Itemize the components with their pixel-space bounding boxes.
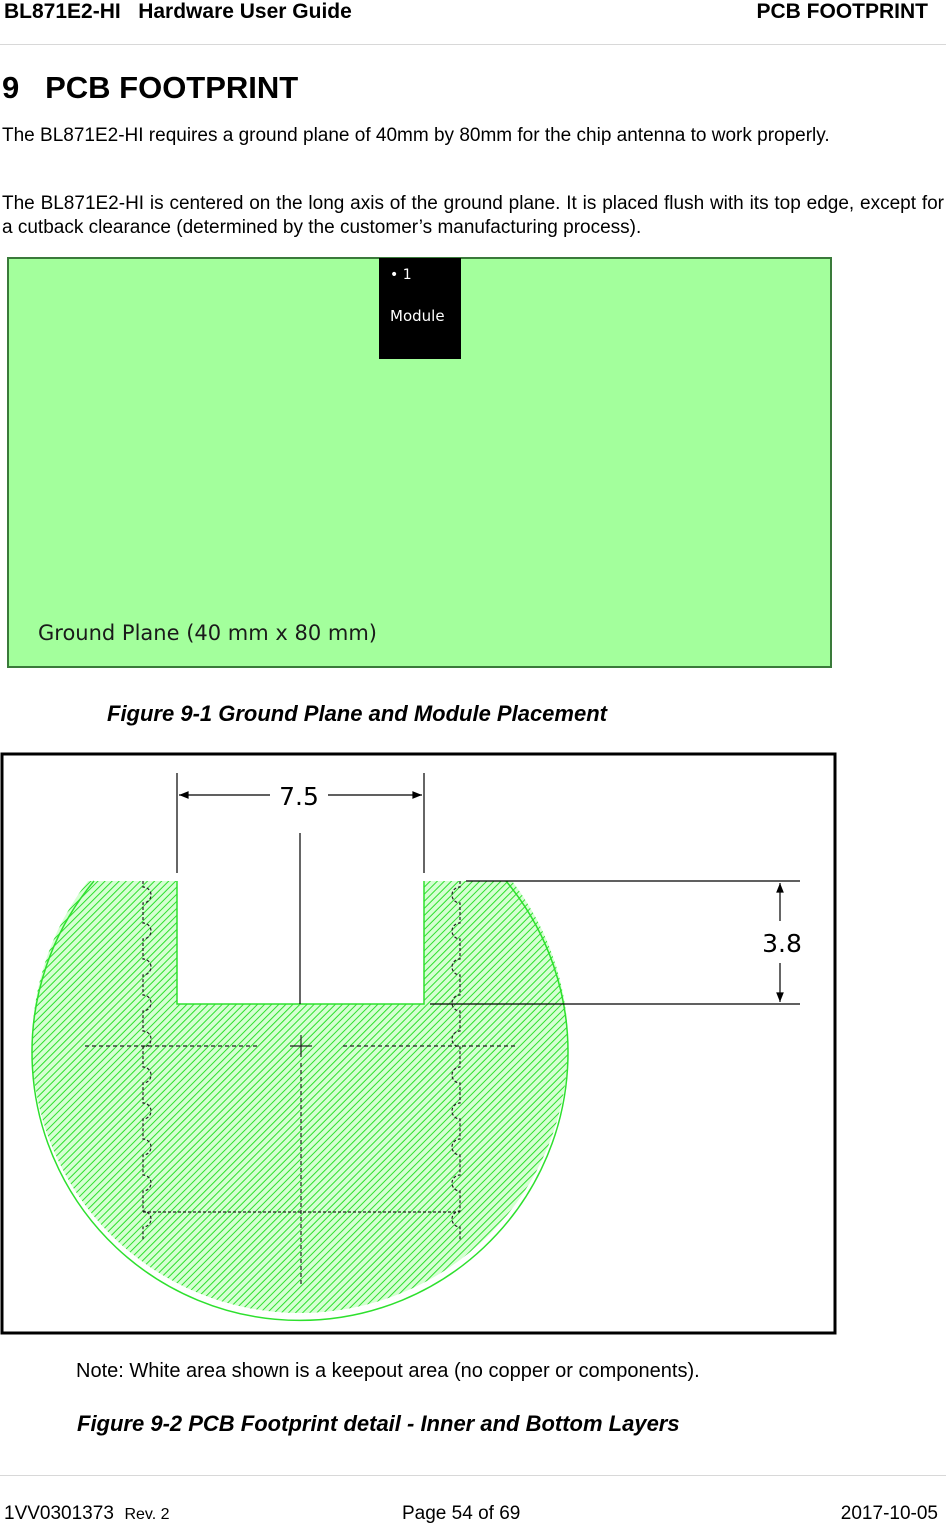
- figure-ground-plane: [0, 250, 946, 680]
- figure-pcb-footprint: [0, 745, 946, 1345]
- paragraph-placement: The BL871E2-HI is centered on the long axis of the ground plane. It is placed flush with its top edge, except for a cutback clearance (determined by the customer’s manufacturing process).: [2, 193, 944, 238]
- footer-doc-id: 1VV0301373 Rev. 2: [4, 1503, 170, 1524]
- figure1-caption: Figure 9-1 Ground Plane and Module Placement: [107, 701, 607, 726]
- footer-divider: [0, 1475, 946, 1476]
- keepout-note: Note: White area shown is a keepout area (no copper or components).: [76, 1360, 700, 1382]
- module-label: Module: [390, 307, 445, 325]
- depth-dimension-label: 3.8: [762, 929, 802, 958]
- width-dimension-label: 7.5: [279, 782, 319, 811]
- paragraph-ground-plane: The BL871E2-HI requires a ground plane of 40mm by 80mm for the chip antenna to work properly.: [2, 125, 830, 146]
- ground-plane-label: Ground Plane (40 mm x 80 mm): [38, 621, 377, 645]
- header-doc-title: BL871E2-HI Hardware User Guide: [4, 0, 352, 23]
- footer-date: 2017-10-05: [840, 1503, 938, 1524]
- header-section-name: PCB FOOTPRINT: [756, 0, 928, 23]
- footer-revision: Rev. 2: [124, 1506, 170, 1523]
- footer-page-number: Page 54 of 69: [402, 1503, 521, 1524]
- header-divider: [0, 44, 946, 45]
- section-heading: 9 PCB FOOTPRINT: [2, 70, 299, 105]
- figure2-caption: Figure 9-2 PCB Footprint detail - Inner and Bottom Layers: [77, 1411, 680, 1436]
- module-bullet: • 1: [390, 267, 412, 283]
